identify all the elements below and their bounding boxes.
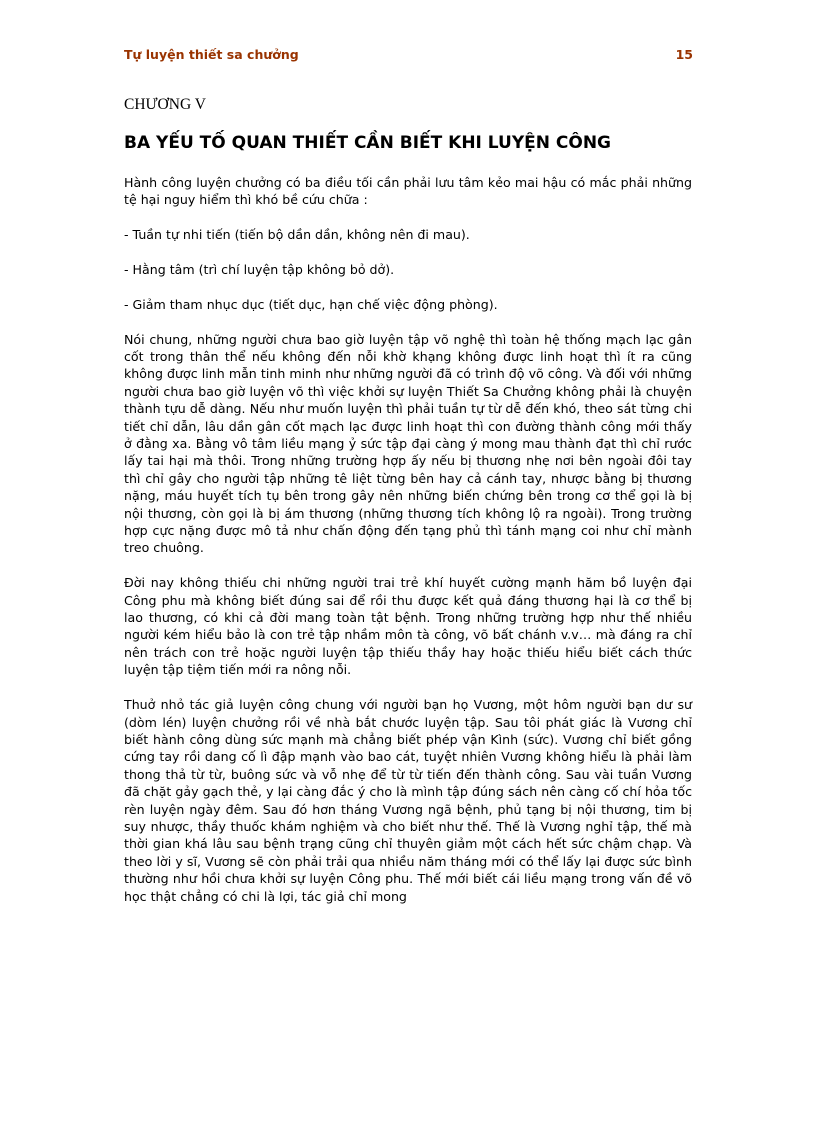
chapter-title: BA YẾU TỐ QUAN THIẾT CẦN BIẾT KHI LUYỆN CÔNG — [124, 133, 611, 153]
list-item: - Tuần tự nhi tiến (tiến bộ dần dần, không nên đi mau). — [124, 227, 470, 243]
page-number: 15 — [675, 47, 693, 62]
list-item: - Giảm tham nhục dục (tiết dục, hạn chế việc động phòng). — [124, 296, 498, 312]
paragraph-2: Đời nay không thiếu chi những người trai trẻ khí huyết cường mạnh hăm bồ luyện đại Công phu mà không biết đúng sai để rồi thu được kết quả đáng thương hại là cơ thể bị lao thương, có khi cả đời mang toàn tật bệnh. Trong những trường hợp như thế nhiều người kém hiểu bảo là con trẻ tập nhầm môn tà công, võ bất chánh v.v… mà đáng ra chỉ nên trách con trẻ hoặc người luyện tập thiếu thầy hay hoặc thiếu hiểu biết cách thức luyện tập tiệm tiến mới ra nông nỗi. — [124, 575, 692, 678]
intro-paragraph: Hành công luyện chưởng có ba điều tối cần phải lưu tâm kẻo mai hậu có mắc phải những tệ hại nguy hiểm thì khó bề cứu chữa : — [124, 175, 692, 208]
chapter-label: CHƯƠNG V — [124, 96, 206, 113]
list-item: - Hằng tâm (trì chí luyện tập không bỏ dở). — [124, 262, 395, 277]
paragraph-1: Nói chung, những người chưa bao giờ luyện tập võ nghệ thì toàn hệ thống mạch lạc gân cốt trong thân thể nếu không đến nỗi khờ khạng không được linh hoạt thì ít ra cũng không được linh mẫn tinh minh như những người đã có trình độ võ công. Và đối với những người chưa bao giờ luyện võ thì việc khởi sự luyện Thiết Sa Chưởng không phải là chuyện thành tựu dễ dàng. Nếu như muốn luyện thì phải tuần tự từ dễ đến khó, theo sát từng chi tiết chỉ dẫn, lâu dần gân cốt mạch lạc được linh hoạt thì con đường thành công mới thấy ở đằng xa. Bằng vô tâm liều mạng ỷ sức tập đại càng ý mong mau thành đạt thì chỉ rước lấy tai hại mà thôi. Trong những trường hợp ấy nếu bị thương nhẹ nơi bên ngoài đôi tay thì chỉ gây cho người tập những tê liệt từng bên hay cả cánh tay, nhược bằng bị thương nặng, máu huyết tích tụ bên trong gây nên những biến chứng bên trong cơ thể gọi là bị nội thương, còn gọi là bị ám thương (những thương tích không lộ ra ngoài). Trong trường hợp cực nặng được mô tả như chấn động đến tạng phủ thì tánh mạng coi như chỉ mành treo chuông. — [124, 331, 692, 556]
running-title: Tự luyện thiết sa chưởng — [124, 47, 299, 62]
paragraph-3: Thuở nhỏ tác giả luyện công chung với người bạn họ Vương, một hôm người bạn dư sư (dòm lén) luyện chưởng rồi về nhà bắt chước luyện tập. Sau tôi phát giác là Vương chỉ biết hành công dùng sức mạnh mà chẳng biết phép vận Kình (sức). Vương chỉ biết gồng cứng tay rồi dang cố lì đập mạnh vào bao cát, tuyệt nhiên Vương không hiểu là phải làm thong thả từ từ, buông sức và vỗ nhẹ để từ từ tiến đến thành công. Sau vài tuần Vương đã chặt gảy gạch thẻ, y lại càng đắc ý cho là mình tập đúng sách nên càng cố chí hỏa tốc rèn luyện ngày đêm. Sau đó hơn tháng Vương ngã bệnh, phủ tạng bị nội thương, tim bị suy nhược, thầy thuốc khám nghiệm và cho biết như thế. Thế là Vương nghỉ tập, thế mà thời gian khá lâu sau bệnh trạng cũng chỉ thuyên giảm một cách hết sức chậm chạp. Và theo lời y sĩ, Vương sẽ còn phải trải qua nhiều năm tháng mới có thể lấy lại được sức bình thường như hồi chưa khởi sự luyện Công phu. Thế mới biết cái liều mạng trong vấn đề võ học thật chẳng có chi là lợi, tác giả chỉ mong — [124, 697, 692, 904]
body-text — [124, 174, 692, 922]
